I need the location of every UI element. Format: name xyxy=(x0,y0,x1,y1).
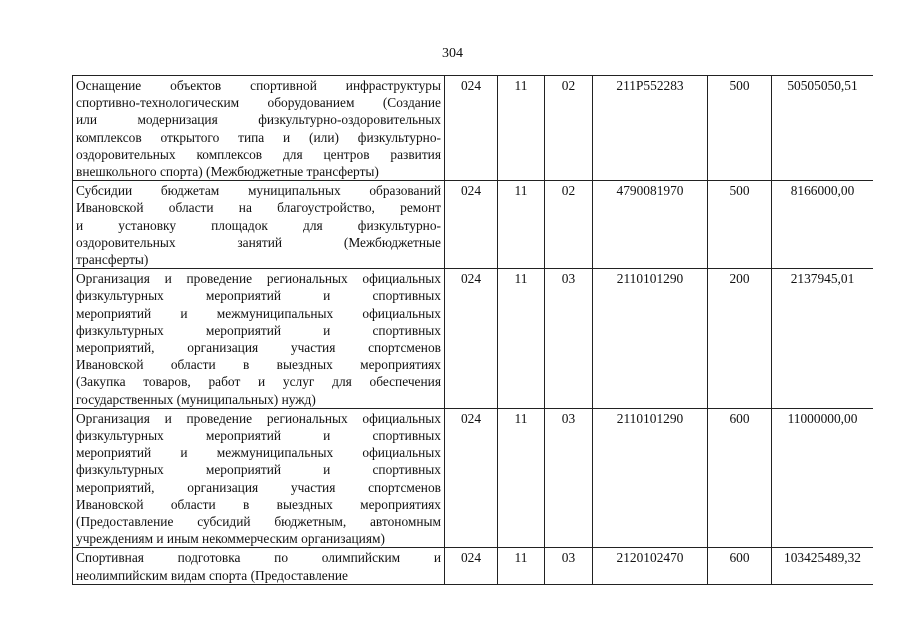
expense-type-cell: 500 xyxy=(708,181,772,269)
target-article-cell: 2110101290 xyxy=(593,408,708,548)
ministry-code-cell: 024 xyxy=(445,269,498,409)
section-code-cell: 11 xyxy=(498,269,545,409)
description-line: Ивановской области в выездных мероприятиях xyxy=(76,496,441,512)
subsection-code-cell: 02 xyxy=(545,181,593,269)
subsection-code-cell: 03 xyxy=(545,408,593,548)
target-article-cell: 2120102470 xyxy=(593,548,708,584)
description-line: мероприятий и межмуниципальных официальных xyxy=(76,305,441,321)
description-line: комплексов открытого типа и (или) физкультурно- xyxy=(76,129,441,145)
amount-cell: 8166000,00 xyxy=(772,181,874,269)
budget-table xyxy=(72,75,873,585)
expense-type-cell: 600 xyxy=(708,408,772,548)
description-line: (Предоставление субсидий бюджетным, автономным xyxy=(76,514,441,530)
table-row xyxy=(73,408,874,548)
amount-cell: 103425489,32 xyxy=(772,548,874,584)
section-code-cell: 11 xyxy=(498,181,545,269)
description-line: и установку площадок для физкультурно- xyxy=(76,217,441,233)
ministry-code-cell: 024 xyxy=(445,408,498,548)
description-line: Организация и проведение региональных официальных xyxy=(76,271,441,287)
description-cell xyxy=(73,269,445,409)
amount-cell: 11000000,00 xyxy=(772,408,874,548)
description-line: Ивановской области на благоустройство, ремонт xyxy=(76,200,441,216)
description-line: учреждениям и иным некоммерческим организациям) xyxy=(76,531,385,547)
subsection-code-cell: 03 xyxy=(545,548,593,584)
description-line: Организация и проведение региональных официальных xyxy=(76,410,441,426)
table-row xyxy=(73,76,874,181)
description-cell xyxy=(73,548,445,584)
description-cell xyxy=(73,408,445,548)
ministry-code-cell: 024 xyxy=(445,181,498,269)
section-code-cell: 11 xyxy=(498,548,545,584)
target-article-cell: 4790081970 xyxy=(593,181,708,269)
description-line: спортивно-технологическим оборудованием (Создание xyxy=(76,95,441,111)
description-line: физкультурных мероприятий и спортивных xyxy=(76,288,441,304)
description-line: физкультурных мероприятий и спортивных xyxy=(76,462,441,478)
description-line: (Закупка товаров, работ и услуг для обеспечения xyxy=(76,374,441,390)
description-line: Спортивная подготовка по олимпийским и xyxy=(76,550,441,566)
amount-cell: 50505050,51 xyxy=(772,76,874,181)
table-row xyxy=(73,548,874,584)
expense-type-cell: 200 xyxy=(708,269,772,409)
description-line: государственных (муниципальных) нужд) xyxy=(76,391,316,407)
description-line: Оснащение объектов спортивной инфраструктуры xyxy=(76,78,441,93)
ministry-code-cell: 024 xyxy=(445,76,498,181)
description-cell xyxy=(73,181,445,269)
description-line: Ивановской области в выездных мероприятиях xyxy=(76,357,441,373)
table-row xyxy=(73,269,874,409)
expense-type-cell: 500 xyxy=(708,76,772,181)
section-code-cell: 11 xyxy=(498,408,545,548)
ministry-code-cell: 024 xyxy=(445,548,498,584)
budget-table-container xyxy=(72,75,873,640)
description-line: мероприятий, организация участия спортсменов xyxy=(76,479,441,495)
description-line: мероприятий, организация участия спортсменов xyxy=(76,340,441,356)
section-code-cell: 11 xyxy=(498,76,545,181)
description-line: мероприятий и межмуниципальных официальных xyxy=(76,445,441,461)
amount-cell: 2137945,01 xyxy=(772,269,874,409)
description-line: или модернизация физкультурно-оздоровительных xyxy=(76,112,441,128)
description-line: оздоровительных занятий (Межбюджетные xyxy=(76,234,441,250)
target-article-cell: 2110101290 xyxy=(593,269,708,409)
target-article-cell: 211P552283 xyxy=(593,76,708,181)
description-line: неолимпийским видам спорта (Предоставление xyxy=(76,567,348,583)
expense-type-cell: 600 xyxy=(708,548,772,584)
description-line: внешкольного спорта) (Межбюджетные трансферты) xyxy=(76,164,379,180)
page-number: 304 xyxy=(442,46,463,61)
description-line: физкультурных мероприятий и спортивных xyxy=(76,322,441,338)
table-row xyxy=(73,181,874,269)
description-line: оздоровительных комплексов для центров развития xyxy=(76,146,441,162)
description-cell xyxy=(73,76,445,181)
subsection-code-cell: 02 xyxy=(545,76,593,181)
description-line: Субсидии бюджетам муниципальных образований xyxy=(76,183,441,199)
description-line: трансферты) xyxy=(76,252,149,268)
description-line: физкультурных мероприятий и спортивных xyxy=(76,428,441,444)
subsection-code-cell: 03 xyxy=(545,269,593,409)
